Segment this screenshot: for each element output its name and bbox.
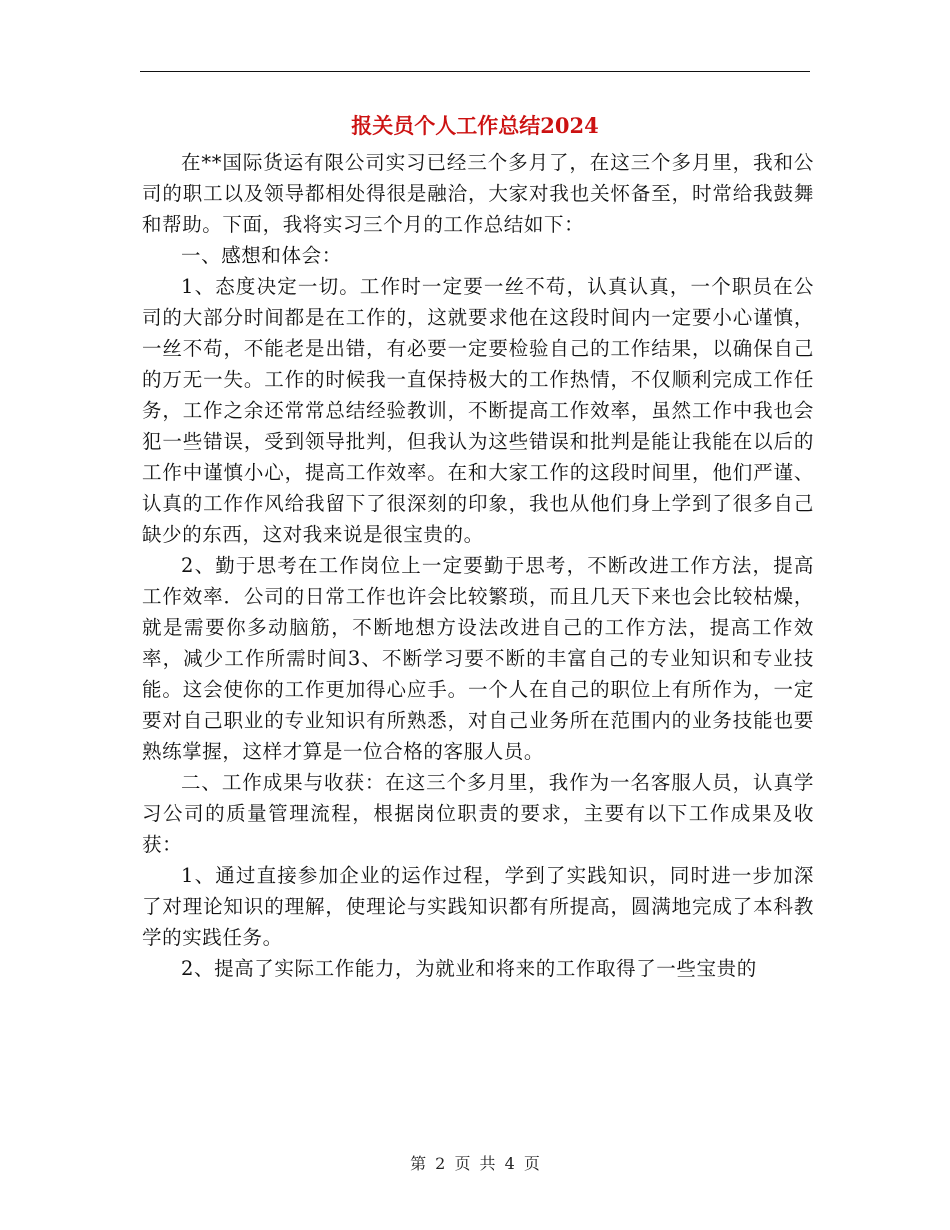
paragraph-section-1-heading: 一、感想和体会： xyxy=(181,244,342,267)
document-title: 报关员个人工作总结2024 xyxy=(351,113,599,138)
document-body xyxy=(142,147,814,984)
paragraph-intro: 在**国际货运有限公司实习已经三个多月了，在这三个多月里，我和公司的职工以及领导都相处得很是融洽，大家对我也关怀备至，时常给我鼓舞和帮助。下面，我将实习三个月的工作总结如下： xyxy=(142,151,814,236)
paragraph-attitude: 1、态度决定一切。工作时一定要一丝不苟，认真认真，一个职员在公司的大部分时间都是在工作的，这就要求他在这段时间内一定要小心谨慎，一丝不苟，不能老是出错，有必要一定要检验自己的工作结果，以确保自己的万无一失。工作的时候我一直保持极大的工作热情，不仅顺利完成工作任务，工作之余还常常总结经验教训，不断提高工作效率，虽然工作中我也会犯一些错误，受到领导批判，但我认为这些错误和批判是能让我能在以后的工作中谨慎小心，提高工作效率。在和大家工作的这段时间里，他们严谨、认真的工作作风给我留下了很深刻的印象，我也从他们身上学到了很多自己缺少的东西，这对我来说是很宝贵的。 xyxy=(142,275,814,546)
header-rule xyxy=(140,71,810,72)
paragraph-section-2-heading: 二、工作成果与收获：在这三个多月里，我作为一名客服人员，认真学习公司的质量管理流程，根据岗位职责的要求，主要有以下工作成果及收获： xyxy=(142,771,814,856)
paragraph-thinking: 2、勤于思考在工作岗位上一定要勤于思考，不断改进工作方法，提高工作效率．公司的日常工作也许会比较繁琐，而且几天下来也会比较枯燥，就是需要你多动脑筋，不断地想方设法改进自己的工作方法，提高工作效率，减少工作所需时间3、不断学习要不断的丰富自己的专业知识和专业技能。这会使你的工作更加得心应手。一个人在自己的职位上有所作为，一定要对自己职业的专业知识有所熟悉，对自己业务所在范围内的业务技能也要熟练掌握，这样才算是一位合格的客服人员。 xyxy=(142,554,814,763)
paragraph-result-2: 2、提高了实际工作能力，为就业和将来的工作取得了一些宝贵的 xyxy=(181,957,757,980)
page-number-footer: 第 2 页 共 4 页 xyxy=(410,1154,540,1173)
paragraph-result-1: 1、通过直接参加企业的运作过程，学到了实践知识，同时进一步加深了对理论知识的理解，使理论与实践知识都有所提高，圆满地完成了本科教学的实践任务。 xyxy=(142,864,814,949)
